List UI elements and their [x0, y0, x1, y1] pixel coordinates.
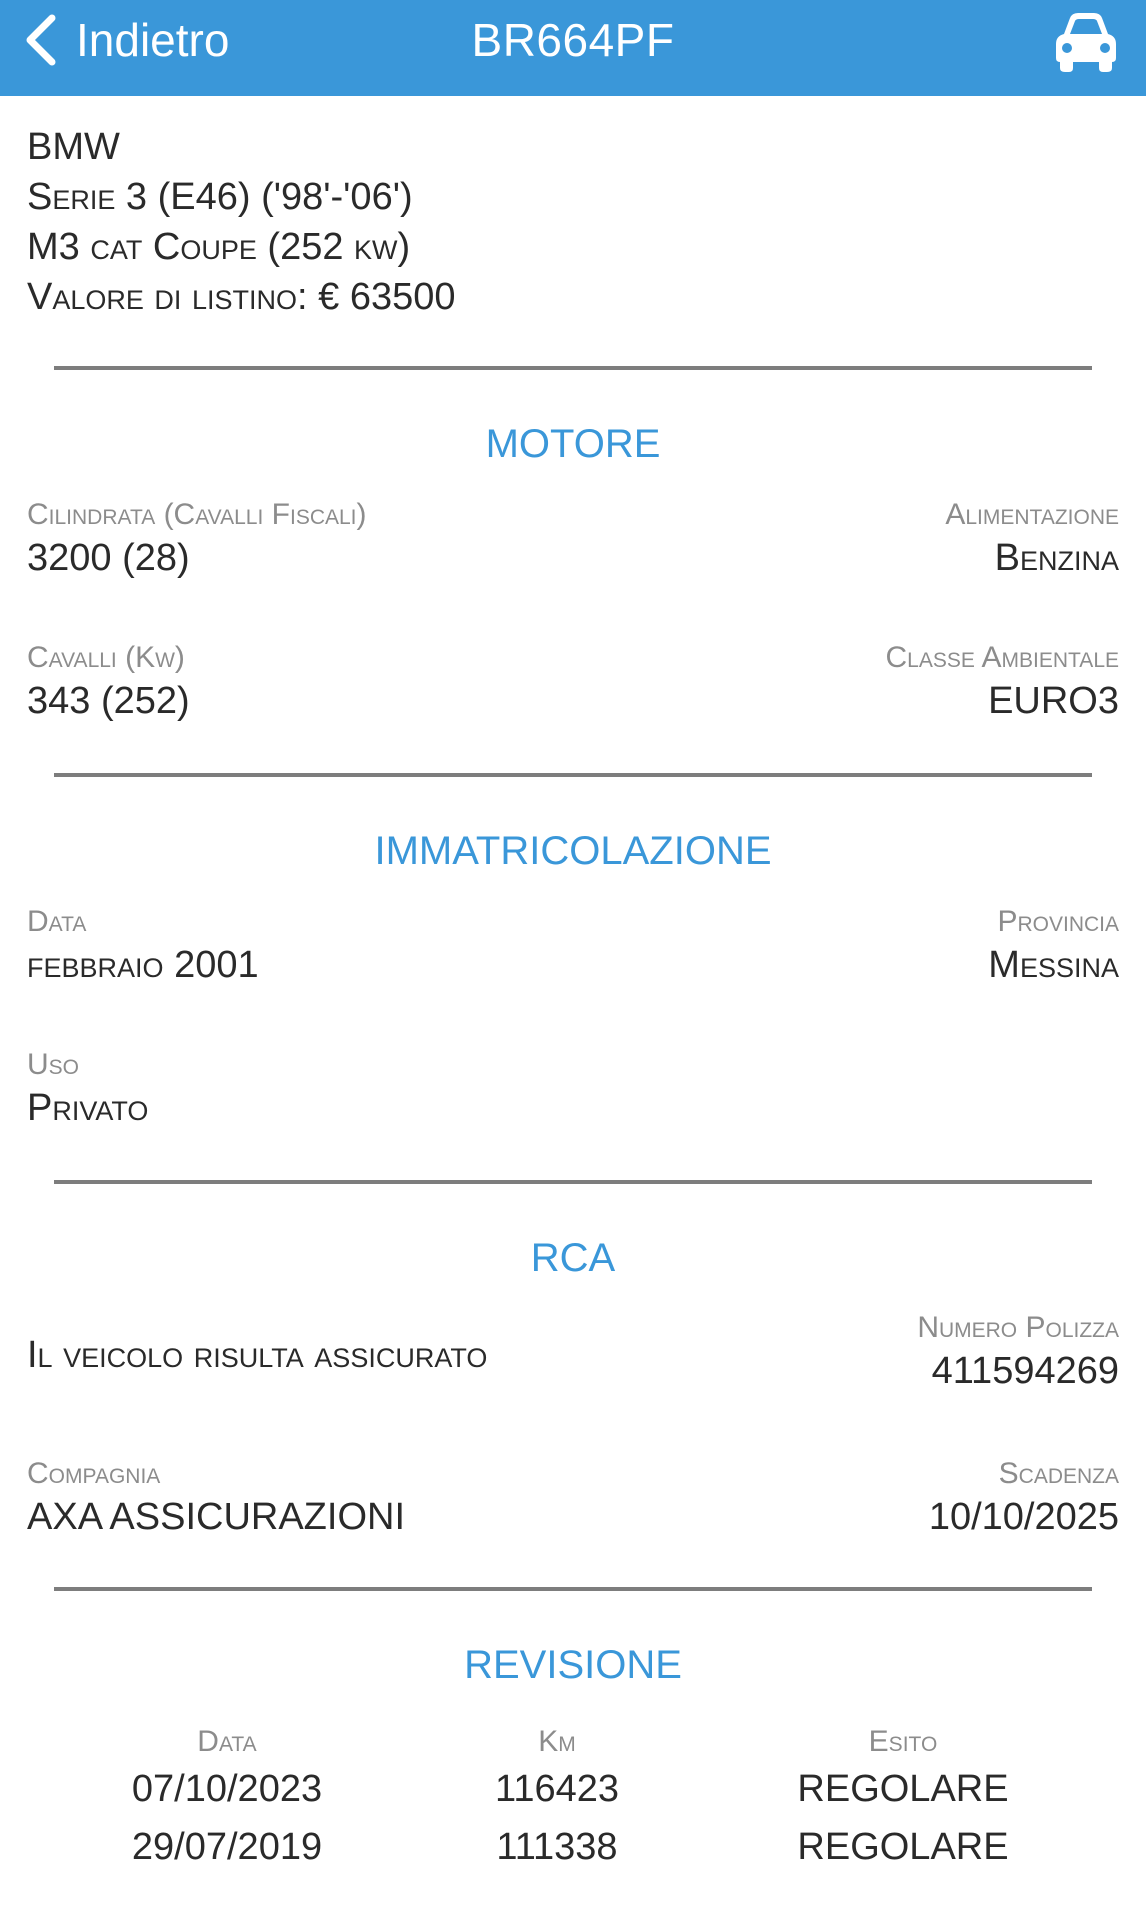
- field-rca-status: [27, 1330, 567, 1380]
- section-title-revisione: REVISIONE: [464, 1643, 682, 1687]
- revisione-row-data: 29/07/2019: [131, 1826, 323, 1868]
- section-title-motore: MOTORE: [485, 422, 661, 466]
- revisione-header-km: Km: [538, 1725, 576, 1758]
- divider: [54, 773, 1092, 777]
- field-cavalli: [27, 640, 567, 726]
- alimentazione-value: Benzina: [994, 537, 1119, 579]
- data-label: Data: [27, 905, 87, 938]
- scadenza-value: 10/10/2025: [928, 1496, 1119, 1538]
- divider: [54, 1180, 1092, 1184]
- revisione-row-esito: REGOLARE: [797, 1768, 1009, 1810]
- data-value: febbraio 2001: [27, 944, 259, 986]
- vehicle-summary: [27, 122, 1117, 322]
- cavalli-label: Cavalli (Kw): [27, 641, 185, 674]
- field-cilindrata: [27, 497, 567, 583]
- vehicle-series: Serie 3 (E46) ('98'-'06'): [27, 176, 413, 218]
- revisione-column-esito: [763, 1724, 1043, 1876]
- header-bar: [0, 0, 1146, 96]
- rca-status: Il veicolo risulta assicurato: [27, 1334, 488, 1376]
- revisione-row-km: 111338: [496, 1826, 618, 1868]
- compagnia-value: AXA ASSICURAZIONI: [27, 1496, 405, 1538]
- field-classe-ambientale: [579, 640, 1119, 726]
- field-alimentazione: [579, 497, 1119, 583]
- cilindrata-label: Cilindrata (Cavalli Fiscali): [27, 498, 367, 531]
- compagnia-label: Compagnia: [27, 1457, 161, 1490]
- section-title-rca: RCA: [530, 1236, 616, 1280]
- provincia-label: Provincia: [997, 905, 1119, 938]
- cavalli-value: 343 (252): [27, 680, 190, 722]
- page-title: BR664PF: [471, 14, 675, 66]
- revisione-row-esito: REGOLARE: [797, 1826, 1009, 1868]
- classe-ambientale-value: EURO3: [988, 680, 1119, 722]
- car-icon[interactable]: [1050, 8, 1122, 74]
- vehicle-brand: BMW: [27, 126, 120, 168]
- divider: [54, 366, 1092, 370]
- section-title-immatricolazione: IMMATRICOLAZIONE: [374, 829, 772, 873]
- field-numero-polizza: [579, 1310, 1119, 1396]
- field-compagnia: [27, 1456, 567, 1542]
- revisione-row-data: 07/10/2023: [131, 1768, 323, 1810]
- back-label: Indietro: [76, 14, 230, 66]
- vehicle-list-price: Valore di listino: € 63500: [27, 276, 456, 318]
- numero-polizza-label: Numero Polizza: [917, 1311, 1119, 1344]
- provincia-value: Messina: [988, 944, 1119, 986]
- classe-ambientale-label: Classe Ambientale: [885, 641, 1119, 674]
- divider: [54, 1587, 1092, 1591]
- scadenza-label: Scadenza: [998, 1457, 1119, 1490]
- uso-label: Uso: [27, 1048, 80, 1081]
- field-data-immatricolazione: [27, 904, 567, 990]
- field-provincia: [579, 904, 1119, 990]
- vehicle-version: M3 cat Coupe (252 kw): [27, 226, 411, 268]
- revisione-column-km: [457, 1724, 657, 1876]
- revisione-header-esito: Esito: [868, 1725, 938, 1758]
- numero-polizza-value: 411594269: [931, 1350, 1119, 1392]
- field-uso: [27, 1047, 567, 1133]
- field-scadenza: [579, 1456, 1119, 1542]
- revisione-header-data: Data: [197, 1725, 257, 1758]
- uso-value: Privato: [27, 1087, 149, 1129]
- revisione-column-data: [107, 1724, 347, 1876]
- alimentazione-label: Alimentazione: [945, 498, 1119, 531]
- revisione-row-km: 116423: [495, 1768, 619, 1810]
- cilindrata-value: 3200 (28): [27, 537, 190, 579]
